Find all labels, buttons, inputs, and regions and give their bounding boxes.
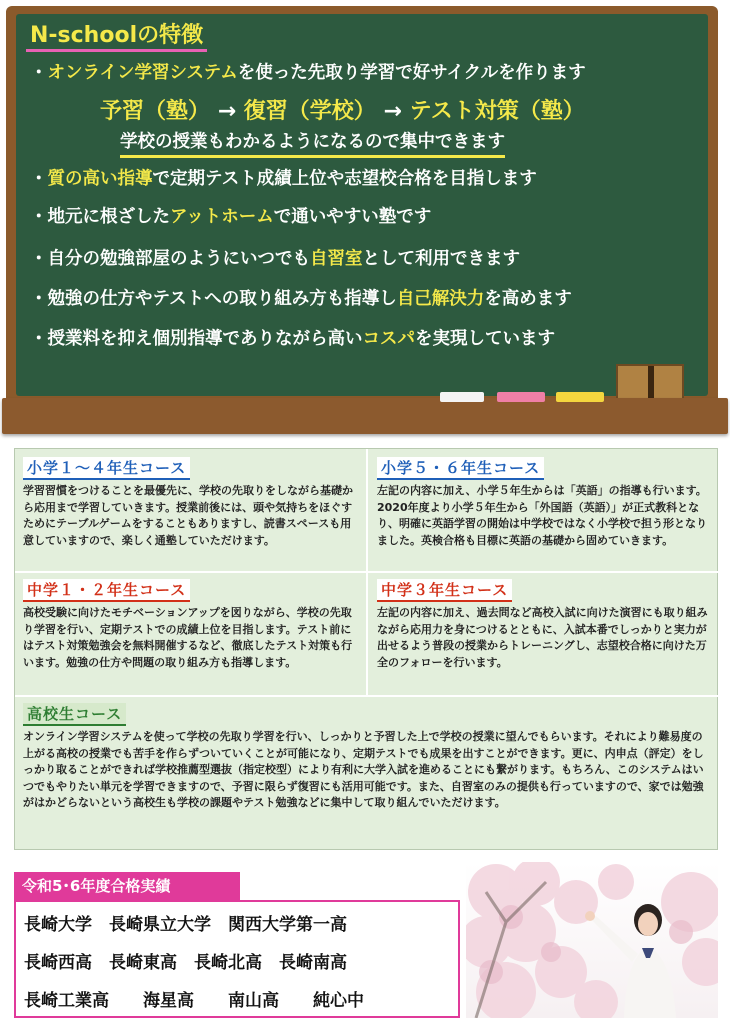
course-description: 高校受験に向けたモチベーションアップを図りながら、学校の先取り学習を行い、定期テストでの成績上位を目指します。テスト前にはテスト対策勉強会を無料開催するなど、徹底したテスト対策も行います。勉強の仕方や問題の取り組み方も指導します。 — [23, 606, 353, 669]
eraser-icon — [616, 364, 684, 400]
results-row: 長崎大学 長崎県立大学 関西大学第一高 — [24, 915, 347, 935]
board-title: N-schoolの特徴 — [26, 22, 207, 52]
feature-cost-performance: ・授業料を抑え個別指導でありながら高いコスパを実現しています — [30, 329, 555, 349]
course-title: 中学１・２年生コース — [23, 579, 190, 602]
course-divider-row2 — [15, 695, 719, 697]
course-description: オンライン学習システムを使って学校の先取り学習を行い、しっかりと予習した上で学校の授業に望んでもらいます。それにより難易度の上がる高校の授業でも苦手を作らずついていくことが可能になり、定期テストでも成果を出すことができます。更に、内申点（評定）をしっかり取ることができれば学校推薦型選抜（指定校型）により有利に大学入試を進めることにも繋がります。もちろん、このシステムはいつでもやりたい単元を学習できますので、予習に限らず復習にも活用可能です。また、自習室のみの提供も行っていますので、家では勉強がはかどらないという高校生も学校の課題やテスト勉強などに集中して取り組んでいただけます。 — [23, 730, 704, 809]
feature-online-system: ・オンライン学習システムを使った先取り学習で好サイクルを作ります — [30, 63, 586, 83]
course-divider-row1 — [15, 571, 719, 573]
course-title: 小学５・６年生コース — [377, 457, 544, 480]
course-title: 小学１～４年生コース — [23, 457, 190, 480]
study-cycle-flow: 予習（塾） → 復習（学校） → テスト対策（塾） — [100, 99, 585, 124]
course-title: 高校生コース — [23, 703, 126, 726]
student-cherry-blossom-photo — [466, 862, 718, 1018]
yellow-chalk-icon — [556, 392, 604, 402]
pink-chalk-icon — [497, 392, 545, 402]
cherry-blossom-illustration — [466, 862, 718, 1018]
feature-self-solving: ・勉強の仕方やテストへの取り組み方も指導し自己解決力を高めます — [30, 289, 572, 309]
results-heading: 令和5･6年度合格実績 — [14, 872, 240, 900]
feature-study-room: ・自分の勉強部屋のようにいつでも自習室として利用できます — [30, 249, 520, 269]
white-chalk-icon — [440, 392, 484, 402]
course-description: 左記の内容に加え、過去問など高校入試に向けた演習にも取り組みながら応用力を身につけるとともに、入試本番でしっかりと実力が出せるよう普段の授業からトレーニングし、志望校合格に向けた万全のフォローを行います。 — [377, 606, 708, 669]
course-description: 学習習慣をつけることを最優先に、学校の先取りをしながら基礎から応用まで学習していきます。授業前後には、頭や気持ちをほぐすためにテーブルゲームをすることもありますし、読書スペースも用意していますので、楽しく通塾していただけます。 — [23, 484, 353, 547]
focus-message: 学校の授業もわかるようになるので集中できます — [120, 128, 505, 158]
results-row: 長崎工業高 海星高 南山高 純心中 — [24, 991, 364, 1011]
course-grid — [14, 448, 718, 850]
chalk-tray — [2, 398, 728, 434]
results-row: 長崎西高 長崎東高 長崎北高 長崎南高 — [24, 953, 347, 973]
course-description: 左記の内容に加え、小学５年生からは「英語」の指導も行います。2020年度より小学５年生から「外国語（英語）」が正式教科となり、明確に英語学習の開始は中学校ではなく小学校で担う形となりました。英検合格も目標に英語の基礎から固めていきます。 — [377, 484, 707, 547]
feature-quality-teaching: ・質の高い指導で定期テスト成績上位や志望校合格を目指します — [30, 169, 537, 189]
results-list — [14, 900, 460, 1018]
feature-at-home: ・地元に根ざしたアットホームで通いやすい塾です — [30, 207, 432, 227]
course-title: 中学３年生コース — [377, 579, 512, 602]
